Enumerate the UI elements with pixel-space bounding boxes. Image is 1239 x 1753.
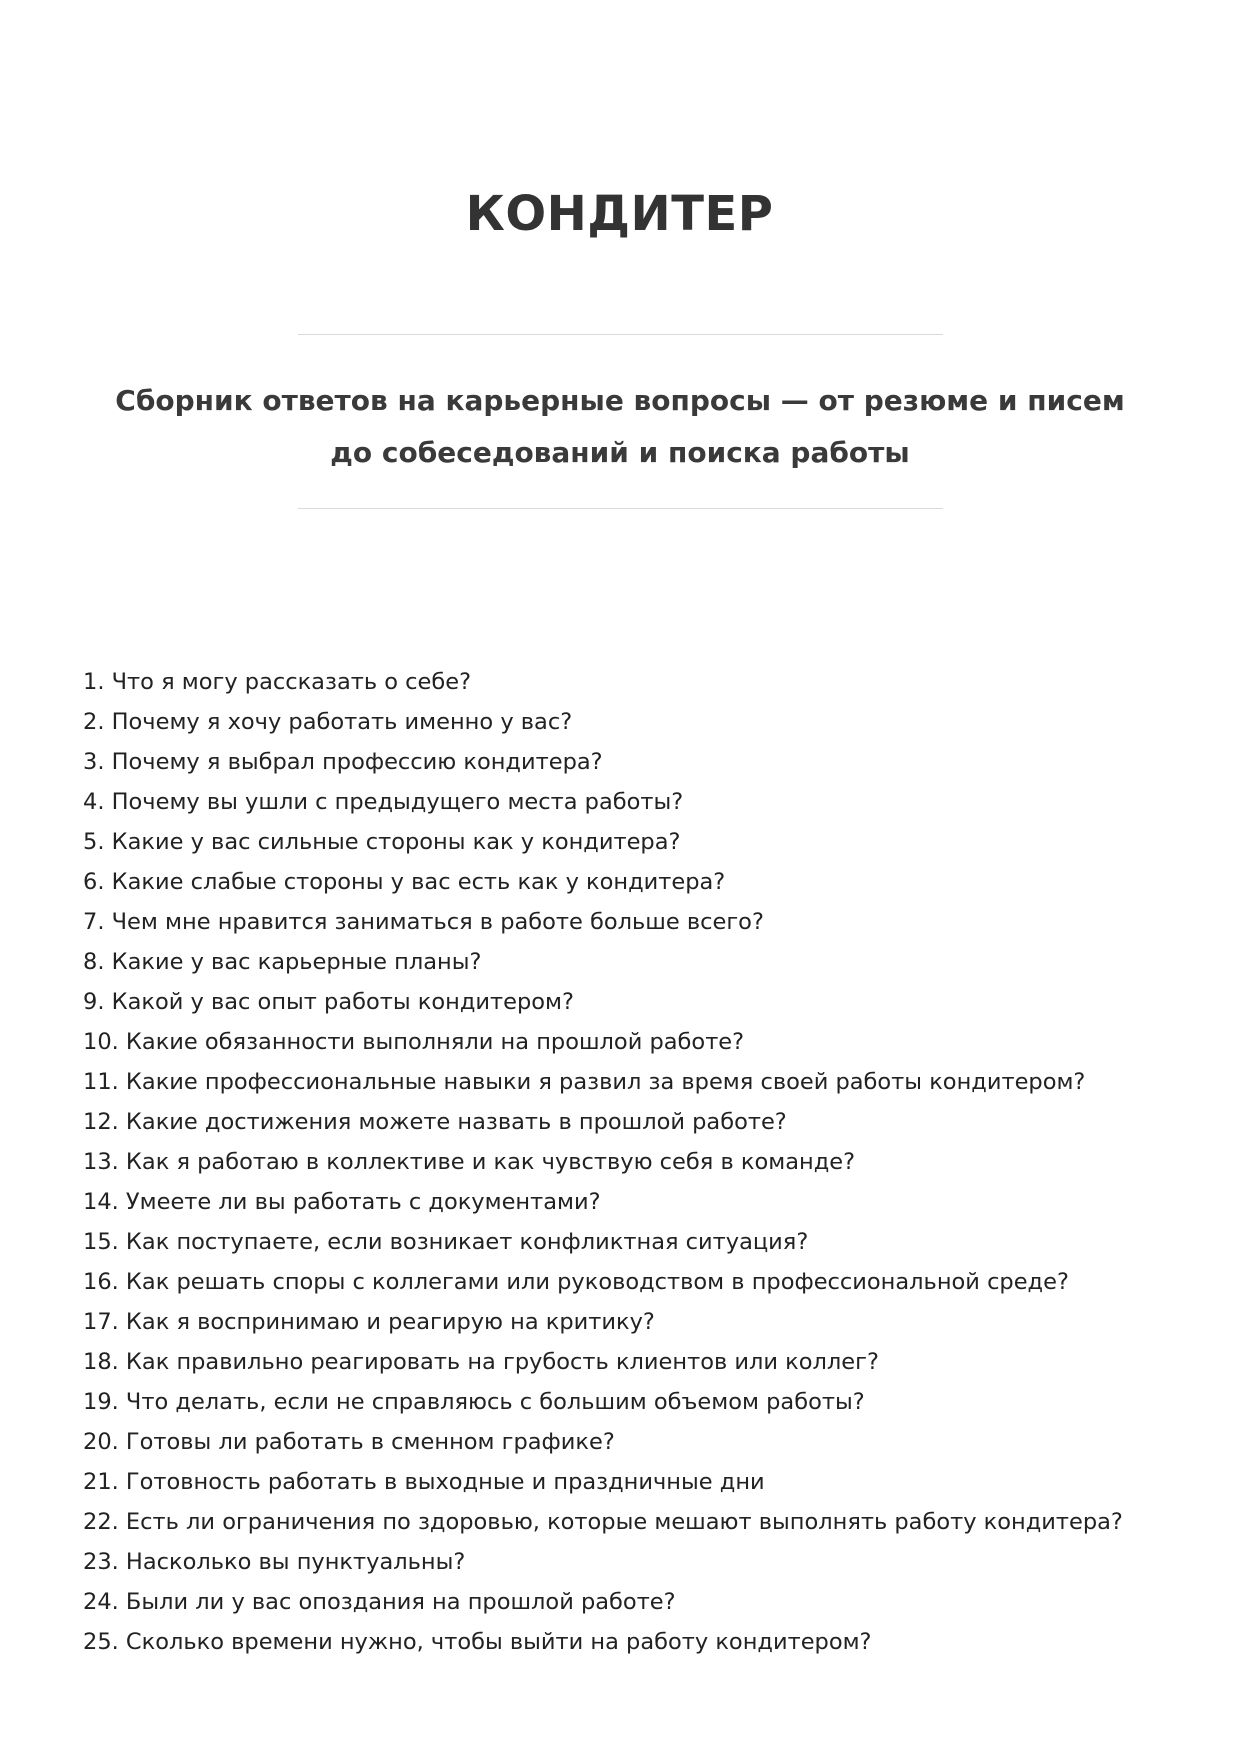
question-item: 6. Какие слабые стороны у вас есть как у кондитера? [83,869,726,895]
question-item: 16. Как решать споры с коллегами или руководством в профессиональной среде? [83,1269,1069,1295]
document-title: КОНДИТЕР [465,186,774,242]
question-item: 24. Были ли у вас опоздания на прошлой работе? [83,1589,676,1615]
question-item: 3. Почему я выбрал профессию кондитера? [83,749,603,775]
question-item: 2. Почему я хочу работать именно у вас? [83,709,573,735]
question-item: 11. Какие профессиональные навыки я развил за время своей работы кондитером? [83,1069,1086,1095]
question-item: 5. Какие у вас сильные стороны как у кондитера? [83,829,681,855]
document-subtitle: Сборник ответов на карьерные вопросы — от резюме и писем до собеседований и поиска работы [115,384,1125,469]
question-item: 20. Готовы ли работать в сменном графике? [83,1429,615,1455]
question-item: 17. Как я воспринимаю и реагирую на критику? [83,1309,655,1335]
question-item: 19. Что делать, если не справляюсь с большим объемом работы? [83,1389,865,1415]
question-item: 23. Насколько вы пунктуальны? [83,1549,466,1575]
question-item: 4. Почему вы ушли с предыдущего места работы? [83,789,684,815]
question-item: 8. Какие у вас карьерные планы? [83,949,482,975]
question-item: 12. Какие достижения можете назвать в прошлой работе? [83,1109,787,1135]
question-item: 9. Какой у вас опыт работы кондитером? [83,989,574,1015]
question-item: 21. Готовность работать в выходные и праздничные дни [83,1469,765,1495]
question-item: 14. Умеете ли вы работать с документами? [83,1189,601,1215]
divider-bottom [298,508,943,509]
question-item: 22. Есть ли ограничения по здоровью, которые мешают выполнять работу кондитера? [83,1509,1123,1535]
question-list [83,662,1173,1662]
question-item: 15. Как поступаете, если возникает конфликтная ситуация? [83,1229,809,1255]
question-item: 7. Чем мне нравится заниматься в работе больше всего? [83,909,764,935]
question-item: 10. Какие обязанности выполняли на прошлой работе? [83,1029,745,1055]
divider-top [298,334,943,335]
question-item: 13. Как я работаю в коллективе и как чувствую себя в команде? [83,1149,856,1175]
question-item: 1. Что я могу рассказать о себе? [83,669,472,695]
question-item: 18. Как правильно реагировать на грубость клиентов или коллег? [83,1349,879,1375]
question-item: 25. Сколько времени нужно, чтобы выйти на работу кондитером? [83,1629,872,1655]
